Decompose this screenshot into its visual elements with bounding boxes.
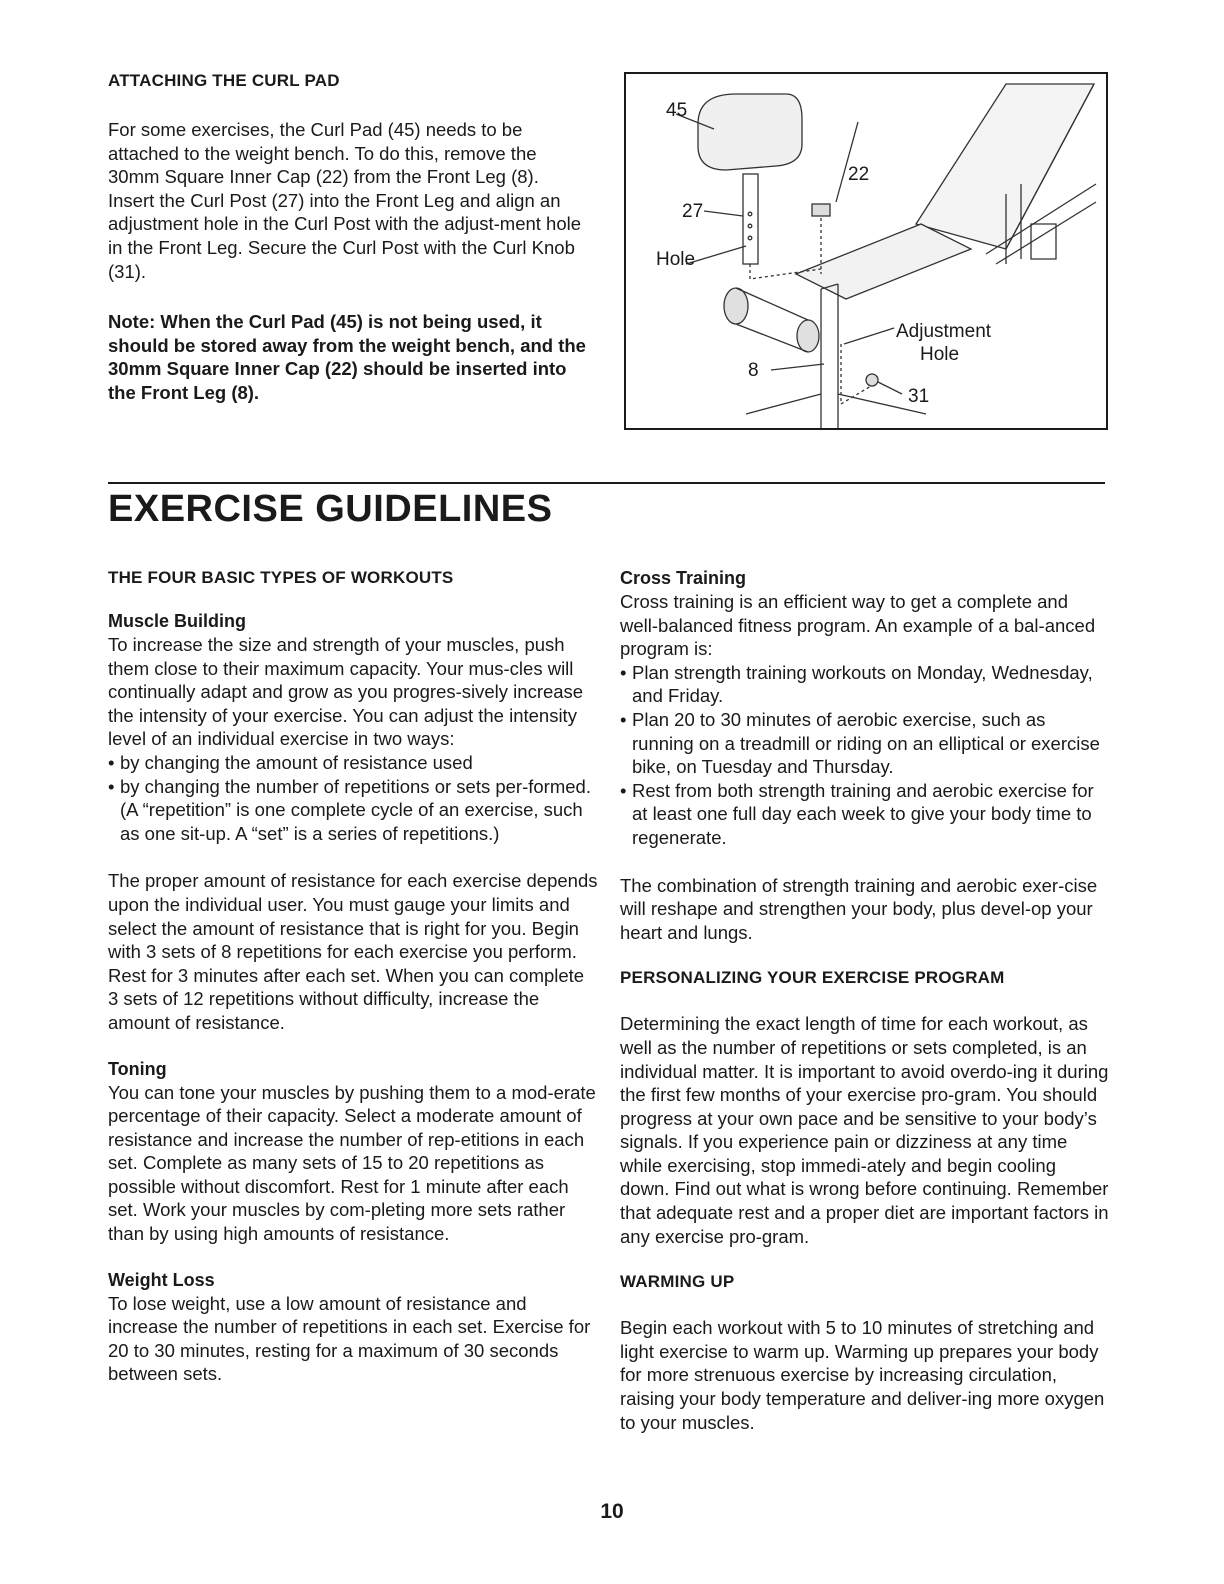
list-item: • by changing the number of repetitions or sets per-formed. (A “repetition” is one complete cycle of an exercise, such as one sit-up. A “set” is a series of repetitions.) — [108, 775, 598, 846]
curl-pad-paragraph: For some exercises, the Curl Pad (45) needs to be attached to the weight bench. To do this, remove the 30mm Square Inner Cap (22) from the Front Leg (8). Insert the Curl Post (27) into the Front Leg and align an adjustment hole in the Curl Post with the adjust-ment hole in the Front Leg. Secure the Curl Post with the Curl Knob (31). — [108, 119, 582, 282]
label-hole: Hole — [656, 249, 696, 270]
muscle-building-intro: To increase the size and strength of your muscles, push them close to their maximum capacity. Your mus-cles will continually adapt and grow as you progres-sively increase the intensity of your exercise. You can adjust the intensity level of an individual exercise in two ways: — [108, 634, 584, 750]
bench-illustration — [626, 74, 1106, 428]
personalizing-heading: PERSONALIZING YOUR EXERCISE PROGRAM — [620, 968, 1005, 988]
curl-pad-heading: ATTACHING THE CURL PAD — [108, 71, 340, 90]
label-22: 22 — [848, 164, 870, 185]
cross-training-intro: Cross training is an efficient way to get a complete and well-balanced fitness program. An example of a bal-anced program is: — [620, 591, 1096, 660]
toning-text: You can tone your muscles by pushing them to a mod-erate percentage of their capacity. Select a moderate amount of resistance and increase the number of rep-etitions in each set. Complete as many sets of 15 to 20 repetitions as possible without discomfort. Rest for 1 minute after each set. Work your muscles by com-pleting more sets rather than by using high amounts of resistance. — [108, 1081, 596, 1245]
list-item: • by changing the amount of resistance used — [108, 751, 598, 775]
muscle-building-title: Muscle Building — [108, 611, 247, 631]
weight-loss-text: To lose weight, use a low amount of resistance and increase the number of repetitions in each set. Exercise for 20 to 30 minutes, resting for a maximum of 30 seconds between sets. — [108, 1292, 591, 1385]
personalizing-text: Determining the exact length of time for each workout, as well as the number of repetitions or sets completed, is an individual matter. It is important to avoid overdo-ing it during the first few months of your exercise pro-gram. You should progress at your own pace and be sensitive to your body’s signals. If you experience pain or dizziness at any time while exercising, stop immedi-ately and begin cooling down. Find out what is wrong before continuing. Remember that adequate rest and a proper diet are important factors in any exercise pro-gram. — [620, 1013, 1109, 1247]
page-number: 10 — [600, 1500, 624, 1523]
section-rule — [108, 482, 1105, 484]
toning-title: Toning — [108, 1058, 167, 1079]
weight-loss-title: Weight Loss — [108, 1269, 215, 1290]
cross-training-list — [620, 661, 1110, 850]
warming-up-heading: WARMING UP — [620, 1272, 735, 1292]
label-adjustment-hole: Hole — [920, 344, 960, 365]
label-31: 31 — [908, 386, 930, 407]
list-item: • Rest from both strength training and aerobic exercise for at least one full day each week to give your body time to regenerate. — [620, 779, 1110, 850]
list-item: • Plan strength training workouts on Monday, Wednesday, and Friday. — [620, 661, 1110, 708]
curl-pad-note: Note: When the Curl Pad (45) is not being used, it should be stored away from the weight bench, and the 30mm Square Inner Cap (22) should be inserted into the Front Leg (8). — [108, 311, 586, 403]
cross-training-title: Cross Training — [620, 568, 747, 588]
right-column — [620, 568, 1110, 1434]
curl-pad-diagram — [624, 72, 1108, 430]
left-column — [108, 568, 598, 1386]
label-adjustment: Adjustment — [896, 321, 992, 342]
list-item: • Plan 20 to 30 minutes of aerobic exercise, such as running on a treadmill or riding on an elliptical or exercise bike, on Tuesday and Thursday. — [620, 708, 1110, 779]
label-27: 27 — [682, 201, 704, 222]
cross-training-paragraph2: The combination of strength training and aerobic exer-cise will reshape and strengthen your body, plus devel-op your heart and lungs. — [620, 874, 1098, 943]
muscle-building-paragraph2: The proper amount of resistance for each exercise depends upon the individual user. You must gauge your limits and select the amount of resistance that is right for you. Begin with 3 sets of 8 repetitions for each exercise you perform. Rest for 3 minutes after each set. When you can complete 3 sets of 12 repetitions without difficulty, increase the amount of resistance. — [108, 870, 598, 1033]
label-45: 45 — [666, 100, 688, 121]
workouts-heading: THE FOUR BASIC TYPES OF WORKOUTS — [108, 568, 454, 587]
label-8: 8 — [748, 360, 759, 381]
muscle-building-list — [108, 751, 598, 845]
section-title: EXERCISE GUIDELINES — [108, 488, 553, 530]
warming-up-text: Begin each workout with 5 to 10 minutes of stretching and light exercise to warm up. Warming up prepares your body for more strenuous exercise by increasing circulation, raising your body temperature and deliver-ing more oxygen to your muscles. — [620, 1317, 1105, 1433]
